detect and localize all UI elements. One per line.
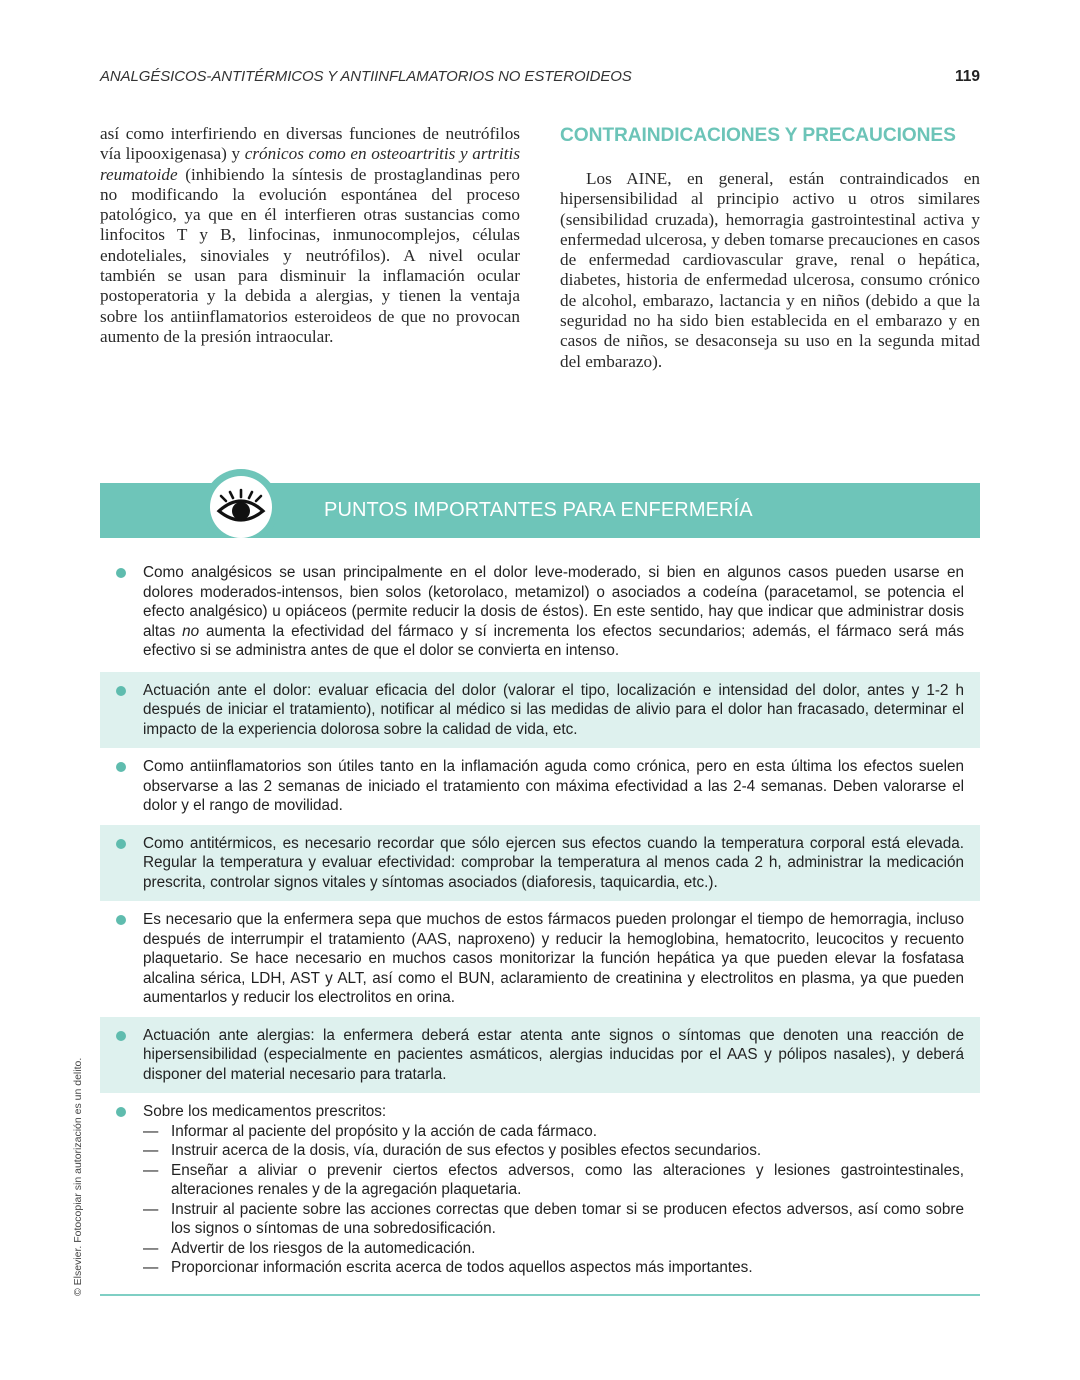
section-heading-contraindicaciones: CONTRAINDICACIONES Y PRECAUCIONES: [560, 125, 956, 146]
point-analgesicos: [100, 538, 980, 672]
point-text: Como antitérmicos, es necesario recordar que sólo ejercen sus efectos cuando la temperatura corporal está elevada. Regular la temperatura y evaluar efectividad: comprobar la temperatura al menos cada 2 h, administrar la medicación prescrita, controlar signos vitales y síntomas asociados (diaforesis, taquicardia, etc.).: [143, 834, 964, 891]
right-paragraph: Los AINE, en general, están contraindicados en hipersensibilidad al principio activo u otros similares (sensibilidad cruzada), hemorragia gastrointestinal activa y enfermedad ulcerosa, y deben tomarse precauciones en casos de enfermedad cardiovascular grave, renal o hepática, diabetes, historia de enfermedad ulcerosa, consumo crónico de alcohol, embarazo, lactancia y en niños (debido a que la seguridad no ha sido bien establecida en el embarazo y en casos de niños, se desaconseja su uso en la segunda mitad del embarazo).: [560, 169, 980, 371]
dash: —: [143, 1122, 159, 1140]
point-antiinflamatorios: [100, 748, 980, 825]
point-text: [143, 563, 964, 661]
sub-list-item: [143, 1161, 964, 1200]
dash: —: [143, 1161, 159, 1179]
point-text-before: Como analgésicos se usan principalmente en el dolor leve-moderado, si bien en algunos casos pueden usarse en dolores moderados-intensos, bien solos (ketorolaco, metamizol) o asociados a codeína (paracetamol, se potencia el efecto analgésico) u opiáceos (permite reducir la dosis de éstos). En este sentido, hay que indicar que administrar dosis altas: [143, 564, 964, 640]
point-text: Actuación ante el dolor: evaluar eficacia del dolor (valorar el tipo, localización e intensidad del dolor, antes y 1-2 h después de iniciar el tratamiento), notificar al médico si las medidas de alivio para el dolor han fracasado, determinar el impacto de la experiencia dolorosa sobre la calidad de vida, etc.: [143, 681, 964, 738]
eye-icon: [216, 487, 266, 527]
sub-item-text: Informar al paciente del propósito y la acción de cada fármaco.: [171, 1122, 597, 1140]
bullet: [116, 1107, 126, 1117]
left-column: [100, 124, 520, 347]
running-head-title: ANALGÉSICOS-ANTITÉRMICOS Y ANTIINFLAMATORIOS NO ESTEROIDEOS: [100, 68, 632, 85]
left-text-start: así como interfiriendo en diversas funciones de neutrófilos vía lipooxigenasa) y: [100, 124, 520, 164]
sub-list-item: [143, 1258, 964, 1278]
left-paragraph: [100, 124, 520, 347]
sub-item-text: Instruir al paciente sobre las acciones correctas que deben tomar si se producen efectos adversos, así como sobre los signos o síntomas de una sobredosificación.: [171, 1200, 964, 1237]
sub-list-item: [143, 1141, 964, 1161]
point-text: Actuación ante alergias: la enfermera deberá estar atenta ante signos o síntomas que denoten una reacción de hipersensibilidad (especialmente en pacientes asmáticos, alergias inducidas por el AAS y pólipos nasales), y deberá disponer del material necesario para tratarla.: [143, 1026, 964, 1083]
bullet: [116, 1031, 126, 1041]
bullet: [116, 568, 126, 578]
point-antitermicos: [100, 825, 980, 902]
sub-list: [143, 1122, 964, 1278]
nursing-points-box: [100, 483, 980, 1296]
sub-item-text: Advertir de los riesgos de la automedicación.: [171, 1239, 476, 1257]
left-text-italic: crónicos como en osteoartritis y artritis reumatoide: [100, 144, 521, 184]
point-text: Como antiinflamatorios son útiles tanto en la inflamación aguda como crónica, pero en esta última los efectos suelen observarse a las 2 semanas de iniciado el tratamiento con máxima efectividad a las 2-4 semanas. Deben valorarse el dolor y el rango de movilidad.: [143, 758, 964, 814]
bullet: [116, 686, 126, 696]
right-column: [560, 124, 980, 372]
running-head: [100, 68, 980, 90]
point-text-after: aumenta la efectividad del fármaco y sí incrementa los efectos secundarios; además, el fármaco será más efectivo si se administra antes de que el dolor se convierta en intenso.: [143, 622, 964, 659]
bullet: [116, 762, 126, 772]
page-number: 119: [954, 68, 980, 85]
sub-item-text: Enseñar a aliviar o prevenir ciertos efectos adversos, como las alteraciones y lesiones gastrointestinales, alteraciones renales y de la agregación plaquetaria.: [171, 1161, 964, 1198]
bullet: [116, 915, 126, 925]
copyright-notice: © Elsevier. Fotocopiar sin autorización es un delito.: [72, 1057, 84, 1296]
dash: —: [143, 1259, 159, 1276]
dash: —: [143, 1142, 159, 1159]
sub-list-item: [143, 1122, 964, 1142]
point-text-emphasis: no: [182, 622, 200, 640]
sub-list-item: [143, 1239, 964, 1259]
left-text-end: (inhibiendo la síntesis de prostaglandinas pero no modificando la evolución espontánea del proceso patológico, ya que en él interfieren otras sustancias como linfocitos T y B, linfocinas, inmunocomplejos, células endoteliales, sinoviales y neutrófilos). A nivel ocular también se usan para disminuir la inflamación ocular postoperatoria y la debida a alergias, y tienen la ventaja sobre los antiinflamatorios esteroideos de que no provocan aumento de la presión intraocular.: [100, 164, 520, 346]
point-actuacion-dolor: [100, 672, 980, 749]
bullet: [116, 839, 126, 849]
sub-item-text: Proporcionar información escrita acerca de todos aquellos aspectos más importantes.: [171, 1259, 753, 1276]
point-alergias: [100, 1017, 980, 1094]
eye-badge: [203, 469, 279, 545]
point-intro: Sobre los medicamentos prescritos:: [143, 1103, 387, 1120]
point-hemorragia: [100, 901, 980, 1017]
dash: —: [143, 1200, 159, 1218]
sub-item-text: Instruir acerca de la dosis, vía, duración de sus efectos y posibles efectos secundarios.: [171, 1142, 762, 1159]
point-medicamentos-prescritos: [100, 1093, 980, 1287]
points-list: [100, 538, 980, 1287]
point-text: Es necesario que la enfermera sepa que muchos de estos fármacos pueden prolongar el tiempo de hemorragia, incluso después de interrumpir el tratamiento (AAS, naproxeno) y reducir la hemoglobina, hematocrito, leucocitos y recuento plaquetario. Se hace necesario en muchos casos monitorizar la función hepática ya que pueden elevar la fosfatasa alcalina sérica, LDH, AST y ALT, así como el BUN, aclaramiento de creatinina y electrolitos en plasma, ya que pueden aumentarlos y reducir los electrolitos en orina.: [143, 911, 964, 1006]
dash: —: [143, 1239, 159, 1257]
box-title: PUNTOS IMPORTANTES PARA ENFERMERÍA: [324, 499, 753, 521]
sub-list-item: [143, 1200, 964, 1239]
